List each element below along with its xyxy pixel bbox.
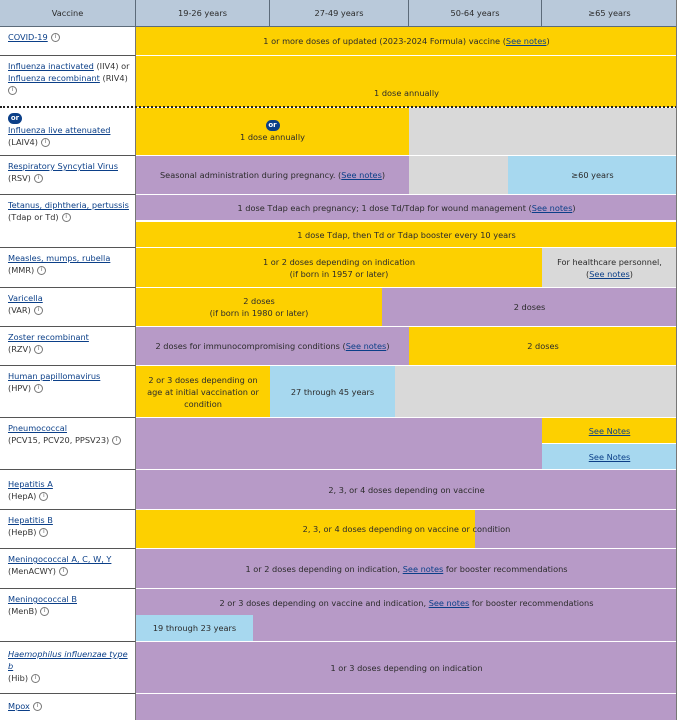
menb-link[interactable]: Meningococcal B [8,594,77,604]
info-icon[interactable]: i [41,138,50,147]
zoster-see-notes-link[interactable]: See notes [345,341,387,351]
hepatitis-a-link[interactable]: Hepatitis A [8,479,53,489]
pneumococcal-bar [136,418,542,469]
vaccine-hepatitis-a: Hepatitis A (HepA) i [0,470,136,510]
info-icon[interactable]: i [62,213,71,222]
pneumococcal-link[interactable]: Pneumococcal [8,423,67,433]
vaccine-menb: Meningococcal B (MenB) i [0,589,136,642]
influenza-recombinant-link[interactable]: Influenza recombinant [8,73,100,83]
header-age-50-64: 50-64 years [409,0,542,27]
mpox-link[interactable]: Mpox [8,701,30,711]
influenza-live-gray [409,108,677,155]
mmr-see-notes-link[interactable]: See notes [589,268,630,279]
mmr-healthcare-bar: For healthcare personnel, (See notes) [542,248,677,287]
tdap-link[interactable]: Tetanus, diphtheria, pertussis [8,200,129,210]
info-icon[interactable]: i [34,174,43,183]
rsv-link[interactable]: Respiratory Syncytial Virus [8,161,118,171]
hepatitis-b-bar: 2, 3, or 4 doses depending on vaccine or condition [302,524,511,534]
vaccine-pneumococcal: Pneumococcal (PCV15, PCV20, PPSV23) i [0,418,136,470]
influenza-inactivated-bar: 1 dose annually [136,56,677,107]
influenza-inactivated-link[interactable]: Influenza inactivated [8,61,94,71]
or-badge: or [266,120,280,131]
vaccine-menacwy: Meningococcal A, C, W, Y (MenACWY) i [0,549,136,589]
hib-bar: 1 or 3 doses depending on indication [136,642,677,693]
zoster-immunocompromised-bar: 2 doses for immunocompromising conditions (See notes) [136,327,409,365]
info-icon[interactable]: i [37,266,46,275]
vaccine-hpv: Human papillomavirus (HPV) i [0,366,136,418]
hib-link[interactable]: Haemophilus influenzae type b [8,649,128,671]
varicella-link[interactable]: Varicella [8,293,43,303]
vaccine-influenza-live: or Influenza live attenuated (LAIV4) i [0,108,136,156]
mmr-bar: 1 or 2 doses depending on indication (if born in 1957 or later) [136,248,542,287]
vaccine-hib: Haemophilus influenzae type b (Hib) i [0,642,136,694]
info-icon[interactable]: i [40,607,49,616]
influenza-live-bar: or 1 dose annually [136,108,409,155]
mmr-link[interactable]: Measles, mumps, rubella [8,253,111,263]
rsv-60-bar: ≥60 years [508,156,677,194]
menacwy-see-notes-link[interactable]: See notes [402,563,444,574]
header-age-27-49: 27-49 years [270,0,409,27]
hepatitis-b-link[interactable]: Hepatitis B [8,515,53,525]
rsv-pregnancy-bar: Seasonal administration during pregnancy. (See notes) [136,156,409,194]
hepatitis-a-bar: 2, 3, or 4 doses depending on vaccine [136,470,677,509]
info-icon[interactable]: i [39,492,48,501]
info-icon[interactable]: i [8,86,17,95]
covid-bar: 1 or more doses of updated (2023-2024 Formula) vaccine (See notes) [136,27,677,55]
vaccine-covid [0,27,136,56]
rsv-gray [409,156,508,194]
influenza-live-link[interactable]: Influenza live attenuated [8,125,111,135]
covid-link[interactable]: COVID-19 [8,32,48,42]
info-icon[interactable]: i [31,674,40,683]
zoster-link[interactable]: Zoster recombinant [8,332,89,342]
vaccine-mpox [0,694,136,720]
covid-see-notes-link[interactable]: See notes [505,36,547,46]
vaccine-zoster: Zoster recombinant (RZV) i [0,327,136,366]
menb-see-notes-link[interactable]: See notes [428,598,470,608]
varicella-born-bar: 2 doses (if born in 1980 or later) [136,288,382,326]
menb-bar: 2 or 3 doses depending on vaccine and indication, See notes for booster recommendations [136,589,677,641]
or-badge: or [8,113,22,124]
pneumococcal-65-yellow [542,418,677,443]
menb-19-23-bar: 19 through 23 years [136,615,253,641]
info-icon[interactable]: i [34,384,43,393]
info-icon[interactable]: i [39,528,48,537]
hpv-gray [395,366,677,417]
rsv-see-notes-link[interactable]: See notes [341,170,382,180]
info-icon[interactable]: i [59,567,68,576]
tdap-pregnancy-bar: 1 dose Tdap each pregnancy; 1 dose Td/Tdap for wound management (See notes) [136,195,677,220]
tdap-booster-bar: 1 dose Tdap, then Td or Tdap booster every 10 years [136,222,677,247]
vaccine-rsv: Respiratory Syncytial Virus (RSV) i [0,156,136,195]
hpv-link[interactable]: Human papillomavirus [8,371,101,381]
info-icon[interactable]: i [34,306,43,315]
hpv-age-bar: 2 or 3 doses depending on age at initial vaccination or condition [136,366,270,417]
header-vaccine: Vaccine [0,0,136,27]
menacwy-link[interactable]: Meningococcal A, C, W, Y [8,554,112,564]
info-icon[interactable]: i [51,33,60,42]
pneumococcal-see-notes-link-1[interactable]: See Notes [588,425,631,436]
vaccine-hepatitis-b: Hepatitis B (HepB) i [0,510,136,549]
header-age-65-plus: ≥65 years [542,0,677,27]
pneumococcal-65-blue [542,444,677,469]
info-icon[interactable]: i [112,436,121,445]
varicella-bar: 2 doses [382,288,677,326]
header-age-19-26: 19-26 years [136,0,270,27]
vaccine-influenza-inactivated: Influenza inactivated (IIV4) or Influenza recombinant (RIV4) i [0,56,136,108]
info-icon[interactable]: i [34,345,43,354]
vaccine-varicella: Varicella (VAR) i [0,288,136,327]
hpv-27-45-bar: 27 through 45 years [270,366,395,417]
mpox-bar [136,694,677,720]
menacwy-bar: 1 or 2 doses depending on indication, See notes for booster recommendations [136,549,677,588]
zoster-bar: 2 doses [409,327,677,365]
pneumococcal-see-notes-link-2[interactable]: See Notes [588,451,631,462]
vaccine-mmr: Measles, mumps, rubella (MMR) i [0,248,136,288]
info-icon[interactable]: i [33,702,42,711]
vaccine-tdap: Tetanus, diphtheria, pertussis (Tdap or Td) i [0,195,136,248]
tdap-see-notes-link[interactable]: See notes [531,202,573,213]
